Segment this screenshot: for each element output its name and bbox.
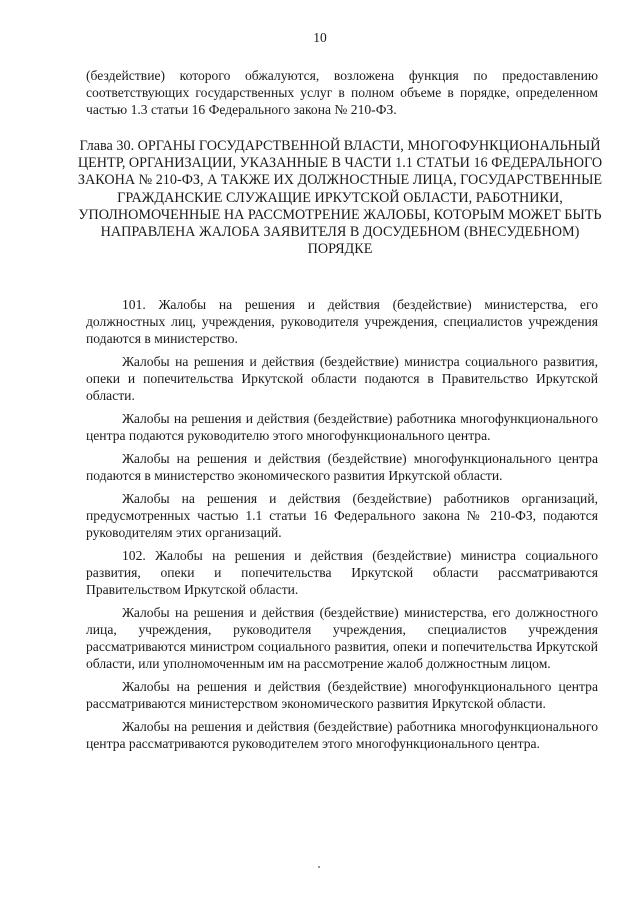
paragraph-102: 102. Жалобы на решения и действия (бездействие) министра социального развития, опеки и попечительства Иркутской области рассматриваются Правительством Иркутской области.: [86, 548, 598, 597]
paragraph: Жалобы на решения и действия (бездействие) работника многофункционального центра подаются руководителю этого многофункционального центра.: [86, 411, 598, 443]
paragraph: Жалобы на решения и действия (бездействие) работников организаций, предусмотренных частью 1.1 статьи 16 Федерального закона № 210-ФЗ, подаются руководителям этих организаций.: [86, 491, 598, 540]
chapter-heading: Глава 30. ОРГАНЫ ГОСУДАРСТВЕННОЙ ВЛАСТИ, МНОГОФУНКЦИОНАЛЬНЫЙ ЦЕНТР, ОРГАНИЗАЦИИ, УКАЗАННЫЕ В ЧАСТИ 1.1 СТАТЬИ 16 ФЕДЕРАЛЬНОГО ЗАКОНА № 210-ФЗ, А ТАКЖЕ ИХ ДОЛЖНОСТНЫЕ ЛИЦА, ГОСУДАРСТВЕННЫЕ ГРАЖДАНСКИЕ СЛУЖАЩИЕ ИРКУТСКОЙ ОБЛАСТИ, РАБОТНИКИ, УПОЛНОМОЧЕННЫЕ НА РАССМОТРЕНИЕ ЖАЛОБЫ, КОТОРЫМ МОЖЕТ БЫТЬ НАПРАВЛЕНА ЖАЛОБА ЗАЯВИТЕЛЯ В ДОСУДЕБНОМ (ВНЕСУДЕБНОМ) ПОРЯДКЕ: [77, 138, 603, 258]
paragraph: Жалобы на решения и действия (бездействие) многофункционального центра рассматриваются министерством экономического развития Иркутской области.: [86, 679, 598, 711]
paragraph: Жалобы на решения и действия (бездействие) работника многофункционального центра рассматриваются руководителем этого многофункционального центра.: [86, 719, 598, 751]
paragraph: Жалобы на решения и действия (бездействие) министерства, его должностного лица, учреждения, руководителя учреждения, специалистов учреждения рассматриваются министром социального развития, опеки и попечительства Иркутской области, или уполномоченным им на рассмотрение жалоб должностным лицом.: [86, 605, 598, 671]
paragraph: Жалобы на решения и действия (бездействие) министра социального развития, опеки и попечительства Иркутской области подаются в Правительство Иркутской области.: [86, 354, 598, 403]
paragraph-101: 101. Жалобы на решения и действия (бездействие) министерства, его должностных лиц, учреждения, руководителя учреждения, специалистов учреждения подаются в министерство.: [86, 297, 598, 346]
paragraph-list: [86, 296, 598, 752]
scan-speck: [318, 866, 320, 868]
intro-paragraph: (бездействие) которого обжалуются, возложена функция по предоставлению соответствующих государственных услуг в полном объеме в порядке, определенном частью 1.3 статьи 16 Федерального закона № 210-ФЗ.: [86, 68, 598, 117]
page-number: 10: [313, 30, 327, 45]
paragraph: Жалобы на решения и действия (бездействие) многофункционального центра подаются в министерство экономического развития Иркутской области.: [86, 451, 598, 483]
